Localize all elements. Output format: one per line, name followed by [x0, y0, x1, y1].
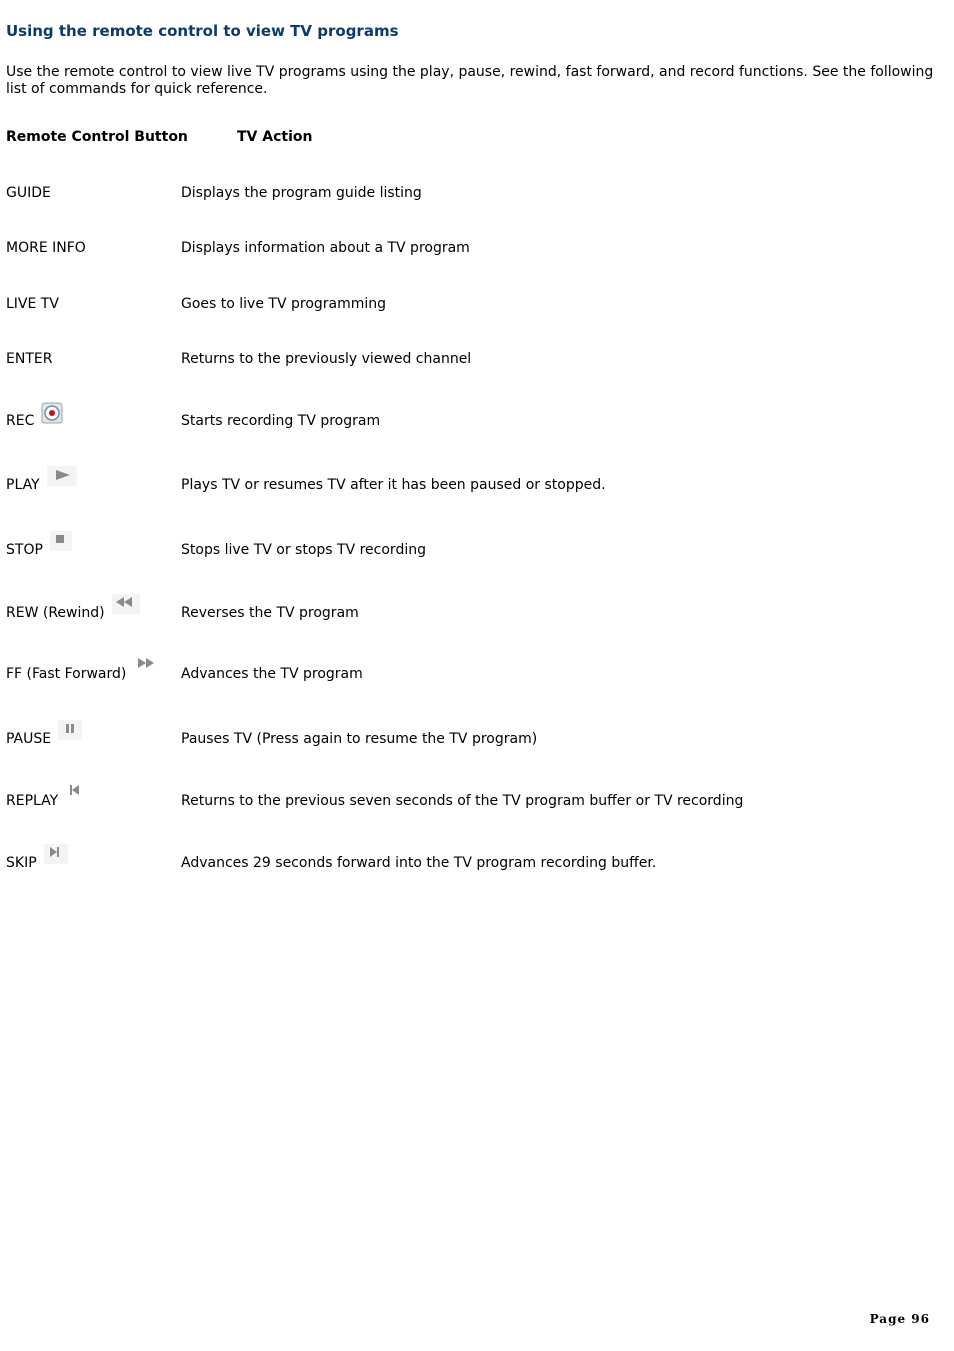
- button-label: REPLAY: [6, 793, 59, 809]
- table-row: [6, 348, 942, 370]
- table-row: [6, 237, 942, 259]
- table-row: [6, 852, 942, 874]
- intro-paragraph: Use the remote control to view live TV programs using the play, pause, rewind, fast forward, and record functions. See the following list of commands for quick reference.: [6, 64, 934, 97]
- table-row: [6, 790, 942, 812]
- table-row: [6, 539, 942, 561]
- pause-icon: [58, 720, 82, 740]
- button-label: REC: [6, 413, 35, 429]
- button-label: STOP: [6, 542, 43, 558]
- button-label: GUIDE: [6, 185, 51, 201]
- page-number: Page 96: [869, 1312, 930, 1326]
- table-row: [6, 410, 942, 432]
- button-label: REW (Rewind): [6, 605, 105, 621]
- fast-forward-icon: [133, 655, 159, 675]
- button-label: ENTER: [6, 351, 53, 367]
- action-text: Stops live TV or stops TV recording: [181, 542, 426, 558]
- action-text: Reverses the TV program: [181, 605, 359, 621]
- column-header-button: Remote Control Button: [6, 129, 188, 145]
- action-text: Goes to live TV programming: [181, 296, 387, 312]
- action-text: Advances the TV program: [181, 666, 363, 682]
- column-header-action: TV Action: [237, 129, 313, 145]
- action-text: Displays information about a TV program: [181, 240, 470, 256]
- button-label: FF (Fast Forward): [6, 666, 127, 682]
- table-row: [6, 663, 942, 685]
- action-text: Returns to the previously viewed channel: [181, 351, 472, 367]
- rewind-icon: [112, 594, 140, 614]
- table-row: [6, 474, 942, 496]
- button-label: PLAY: [6, 477, 40, 493]
- table-row: [6, 293, 942, 315]
- button-label: PAUSE: [6, 731, 52, 747]
- replay-icon: [65, 782, 85, 802]
- action-text: Starts recording TV program: [181, 413, 381, 429]
- action-text: Advances 29 seconds forward into the TV program recording buffer.: [181, 855, 657, 871]
- button-label: MORE INFO: [6, 240, 86, 256]
- action-text: Displays the program guide listing: [181, 185, 422, 201]
- skip-icon: [44, 844, 68, 864]
- table-row: [6, 602, 942, 624]
- record-icon: [41, 402, 63, 422]
- table-row: [6, 182, 942, 204]
- action-text: Pauses TV (Press again to resume the TV program): [181, 731, 538, 747]
- page-title: Using the remote control to view TV programs: [6, 22, 399, 40]
- play-icon: [47, 466, 77, 486]
- table-row: [6, 728, 942, 750]
- stop-icon: [50, 531, 72, 551]
- action-text: Plays TV or resumes TV after it has been paused or stopped.: [181, 477, 606, 493]
- action-text: Returns to the previous seven seconds of the TV program buffer or TV recording: [181, 793, 744, 809]
- button-label: LIVE TV: [6, 296, 59, 312]
- button-label: SKIP: [6, 855, 37, 871]
